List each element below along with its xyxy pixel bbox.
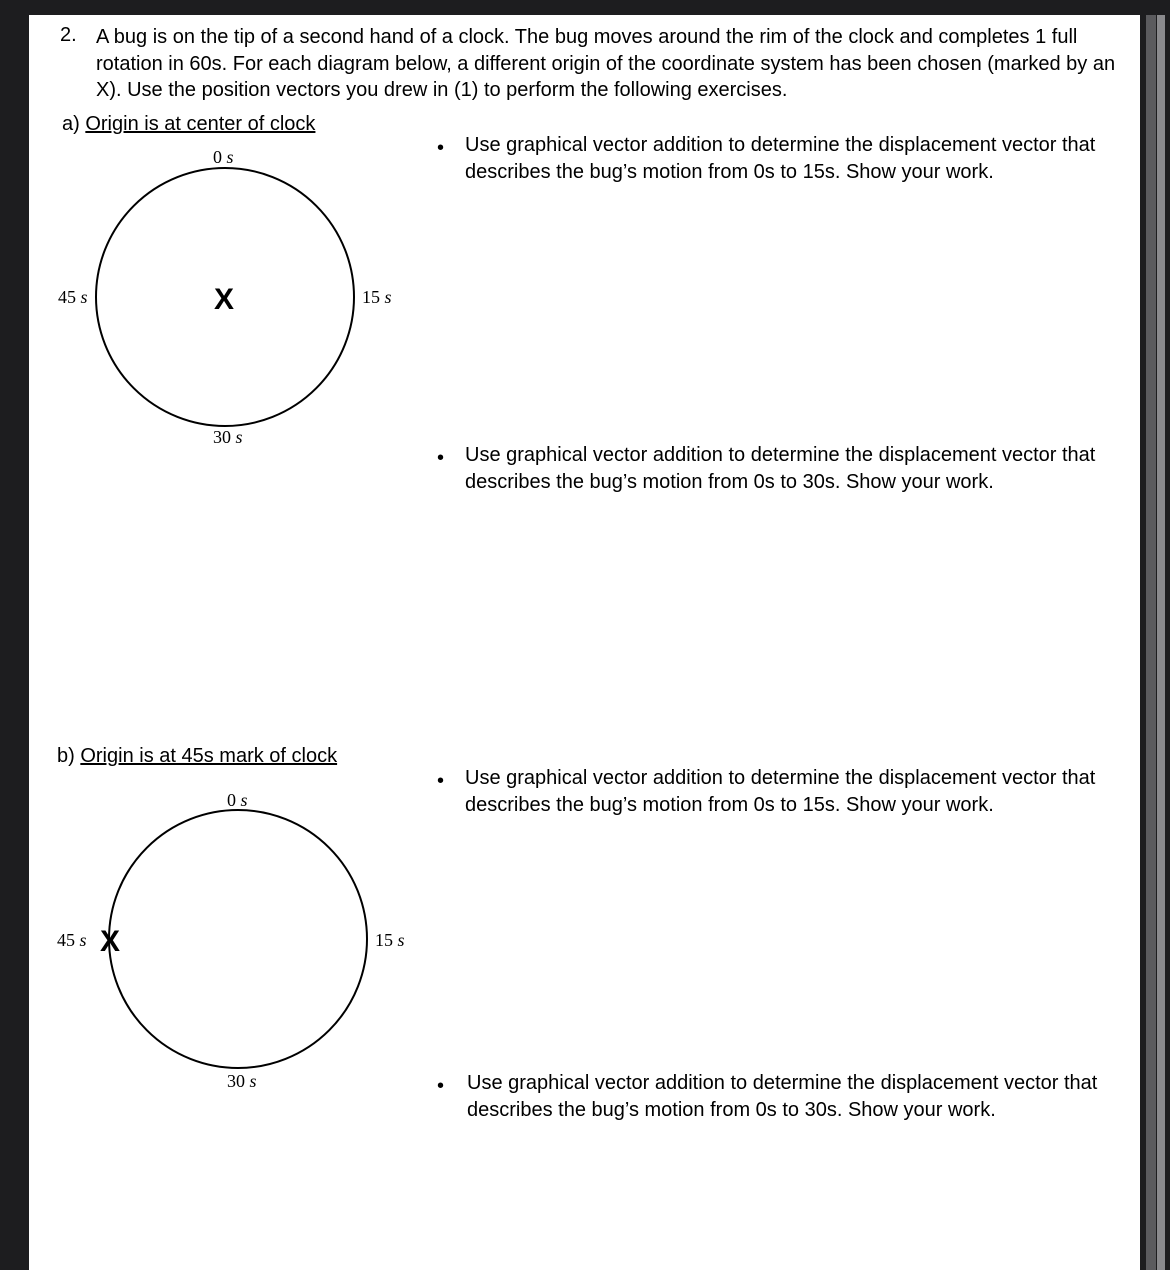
clock-a-label-0s: 0 s bbox=[213, 147, 234, 167]
part-a-bullet-1-dot: • bbox=[437, 137, 445, 159]
part-b-bullet-1-dot: • bbox=[437, 770, 445, 792]
part-a-title: Origin is at center of clock bbox=[85, 113, 316, 135]
part-b-prefix: b) bbox=[57, 745, 81, 767]
clock-b-label-15s: 15 s bbox=[375, 930, 405, 950]
clock-b-label-30s: 30 s bbox=[227, 1071, 257, 1091]
scrollbar-thumb[interactable] bbox=[1157, 15, 1165, 1270]
part-b-heading bbox=[57, 745, 337, 768]
part-a-bullet-1: Use graphical vector addition to determine the displacement vector that describes the bug’s motion from 0s to 15s. Show your work. bbox=[465, 134, 1096, 183]
clock-b-label-45s: 45 s bbox=[57, 930, 87, 950]
part-b-bullet-1: Use graphical vector addition to determine the displacement vector that describes the bug’s motion from 0s to 15s. Show your work. bbox=[465, 767, 1096, 816]
part-a-bullet-2-dot: • bbox=[437, 447, 445, 469]
clock-b-origin-x: X bbox=[100, 925, 121, 958]
scrollbar-track[interactable] bbox=[1146, 15, 1156, 1270]
part-b-bullet-2-dot: • bbox=[437, 1075, 445, 1097]
clock-a-origin-x: X bbox=[214, 283, 235, 316]
part-b-title: Origin is at 45s mark of clock bbox=[80, 745, 338, 767]
question-text: A bug is on the tip of a second hand of a clock. The bug moves around the rim of the clock and completes 1 full rotation in 60s. For each diagram below, a different origin of the coordinate system has been chosen (marked by an X). Use the position vectors you drew in (1) to perform the following exercises. bbox=[96, 26, 1116, 101]
clock-a-label-15s: 15 s bbox=[362, 287, 392, 307]
part-a-heading bbox=[62, 113, 315, 136]
clock-a-label-30s: 30 s bbox=[213, 427, 243, 447]
part-b-bullet-2: Use graphical vector addition to determine the displacement vector that describes the bug’s motion from 0s to 30s. Show your work. bbox=[467, 1072, 1098, 1121]
question-number: 2. bbox=[60, 24, 77, 46]
part-a-prefix: a) bbox=[62, 113, 86, 135]
part-a-bullet-2: Use graphical vector addition to determine the displacement vector that describes the bug’s motion from 0s to 30s. Show your work. bbox=[465, 444, 1096, 493]
clock-b-label-0s: 0 s bbox=[227, 790, 248, 810]
clock-a-label-45s: 45 s bbox=[58, 287, 88, 307]
clock-b-diagram bbox=[106, 808, 370, 1072]
clock-b-rim bbox=[109, 810, 367, 1068]
